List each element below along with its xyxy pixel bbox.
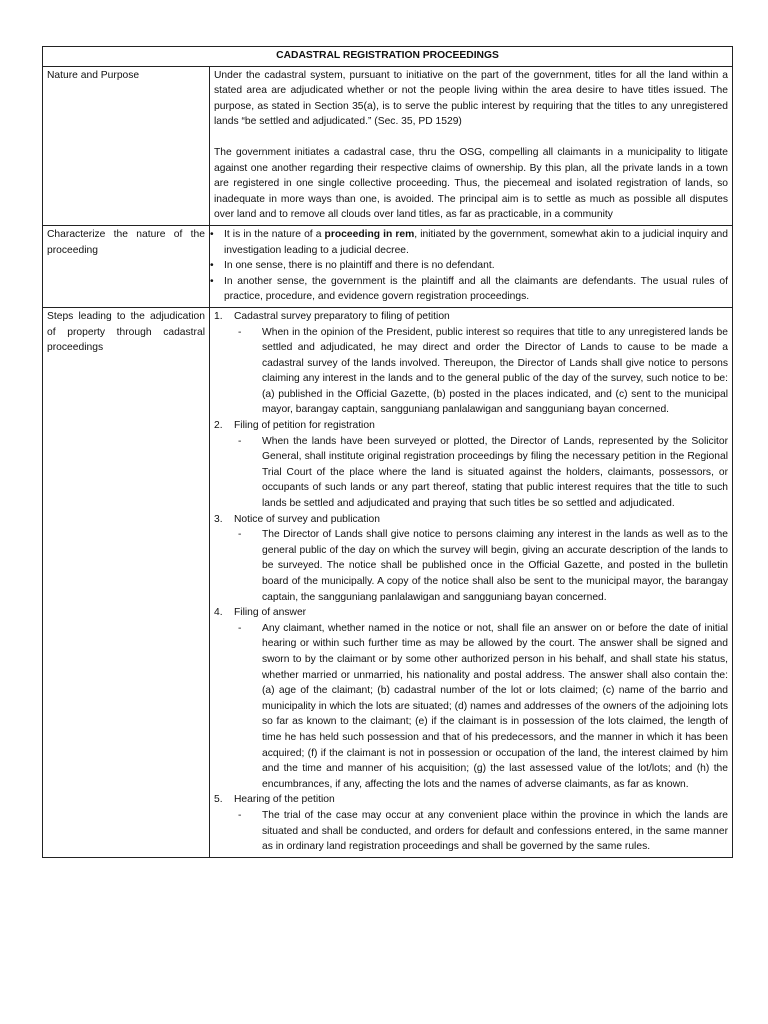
row-content-characterize — [210, 225, 733, 307]
step-title: Filing of petition for registration — [234, 420, 375, 432]
proceedings-table — [42, 46, 733, 858]
step-title: Hearing of the petition — [234, 794, 335, 806]
dash-icon: - — [238, 435, 242, 447]
row-content-steps — [210, 307, 733, 857]
step-detail-text: The trial of the case may occur at any convenient place within the province in which the lands are situated and shall be conducted, and orders for default and confessions entered, in the same manner as in ordinary land registration proceedings and shall be governed by the same rules. — [262, 809, 729, 853]
step-detail-text: The Director of Lands shall give notice to persons claiming any interest in the lands as well as to the general public of the day on which the survey will begin, giving an accurate description of the lands to be surveyed. The notice shall be published once in the Official Gazette, and posted in the bulletin board of the municipally. A copy of the notice shall also be sent to the municipal mayor, the barangay captain, the sangguniang panlalawigan and sangguniang bayan concerned. — [262, 529, 729, 603]
row-content-nature-purpose — [210, 66, 733, 225]
nature-paragraph-1: Under the cadastral system, pursuant to initiative on the part of the government, titles for all the land within a stated area are adjudicated whether or not the people living within the area desire to have titles issued. The purpose, as stated in Section 35(a), is to serve the public interest by requiring that the titles to any unregistered lands “be settled and adjudicated.” (Sec. 35, PD 1529) — [214, 69, 729, 128]
row-label-characterize: Characterize the nature of the proceeding — [43, 225, 210, 307]
list-item — [210, 258, 728, 274]
step-number: 3. — [214, 513, 223, 525]
step-title: Filing of answer — [234, 607, 307, 619]
step-number: 4. — [214, 607, 223, 619]
bullet-1-bold-term: proceeding in rem — [324, 228, 415, 240]
list-item — [214, 418, 728, 512]
bullet-3-text: In another sense, the government is the plaintiff and all the claimants are defendants. The usual rules of practice, procedure, and evidence govern registration proceedings. — [224, 275, 729, 303]
row-label-steps: Steps leading to the adjudication of property through cadastral proceedings — [43, 307, 210, 857]
step-5-heading — [214, 792, 728, 808]
step-detail-text: When the lands have been surveyed or plotted, the Director of Lands, represented by the Solicitor General, shall institute original registration proceedings by filing the necessary petition in the Regional Trial Court of the place where the land is situated against the holders, claimants, possessors, or occupants of such lands or any part thereof, stating that public interest requires that the title to such lands be settled and adjudicated and praying that such titles be so settled and adjudicated. — [262, 435, 729, 510]
table-title: CADASTRAL REGISTRATION PROCEEDINGS — [43, 47, 733, 67]
steps-list — [214, 309, 728, 855]
step-2-heading — [214, 418, 728, 434]
list-item — [214, 512, 728, 606]
step-detail-text: When in the opinion of the President, public interest so requires that title to any unregistered lands be settled and adjudicated, he may direct and order the Director of Lands to cause to be made a cadastral survey of the lands involved. Thereupon, the Director of Lands shall give notice to persons claiming any interest in the lands and to the general public of the day of the survey, such notice to be: (a) published in the Official Gazette, (b) posted in the places indicated, and (c) sent to the municipal mayor, barangay captain, sangguniang panlalawigan and sangguniang bayan concerned. — [262, 326, 729, 416]
title-row — [43, 47, 733, 67]
dash-icon: - — [238, 326, 242, 338]
list-item — [210, 227, 728, 258]
step-1-heading — [214, 309, 728, 325]
list-item — [214, 605, 728, 792]
table-row-characterize — [43, 225, 733, 307]
bullet-1-text-post: , initiated by the government, somewhat akin to a judicial inquiry and investigation leading to a judicial decree. — [224, 228, 729, 256]
step-4-heading — [214, 605, 728, 621]
bullet-icon: • — [210, 260, 214, 272]
step-detail-text: Any claimant, whether named in the notice or not, shall file an answer on or before the date of initial hearing or within such further time as may be allowed by the court. The answer shall be signed and sworn to by the claimant or by some other authorized person in his behalf, and shall state his status, whether married or unmarried, his nationality and postal address. The answer shall also contain the: (a) age of the claimant; (b) cadastral number of the lot or lots claimed; (c) name of the barrio and municipality in which the lots are situated; (d) names and addresses of the owners of the adjoining lots so far as known to the claimant; (e) if the claimant is in possession of the lots claimed, the length of time he has held such possession and that of his predecessors, and the manner in which it has been acquired; (f) if the claimant is not in possession or occupation of the land, the interest claimed by him and the time and manner of his acquisition; (g) the last assessed value of the lot/lots; and (h) the encumbrances, if any, affecting the lots and the names of adverse claimants, as far as known. — [262, 622, 729, 790]
dash-icon: - — [238, 809, 242, 821]
characterize-bullet-list — [210, 227, 729, 305]
row-label-nature-purpose: Nature and Purpose — [43, 66, 210, 225]
step-3-heading — [214, 512, 728, 528]
step-3-detail — [214, 527, 728, 605]
step-2-detail — [214, 434, 728, 512]
list-item — [210, 274, 728, 305]
bullet-2-text: In one sense, there is no plaintiff and there is no defendant. — [224, 260, 495, 272]
step-number: 2. — [214, 420, 223, 432]
table-row-steps — [43, 307, 733, 857]
step-number: 1. — [214, 310, 223, 322]
bullet-1-text-pre: It is in the nature of a — [224, 228, 325, 240]
dash-icon: - — [238, 622, 242, 634]
table-row-nature-purpose — [43, 66, 733, 225]
document-page — [42, 46, 732, 858]
dash-icon: - — [238, 529, 242, 541]
list-item — [214, 309, 728, 418]
list-item — [214, 792, 728, 854]
step-5-detail — [214, 808, 728, 855]
step-4-detail — [214, 621, 728, 793]
bullet-icon: • — [210, 228, 214, 240]
step-title: Notice of survey and publication — [234, 513, 380, 525]
bullet-icon: • — [210, 275, 214, 287]
step-number: 5. — [214, 794, 223, 806]
step-title: Cadastral survey preparatory to filing of petition — [234, 310, 450, 322]
step-1-detail — [214, 325, 728, 419]
nature-paragraph-2: The government initiates a cadastral case, thru the OSG, compelling all claimants in a municipality to litigate against one another regarding their respective claims of ownership. By this plan, all the private lands in a town are registered in one single collective proceeding. Thus, the piecemeal and isolated registration of lands, so inadequate in more ways than one, is avoided. The principal aim is to settle as much as possible all disputes over land and to remove all clouds over land titles, as far as practicable, in a community — [214, 146, 729, 221]
